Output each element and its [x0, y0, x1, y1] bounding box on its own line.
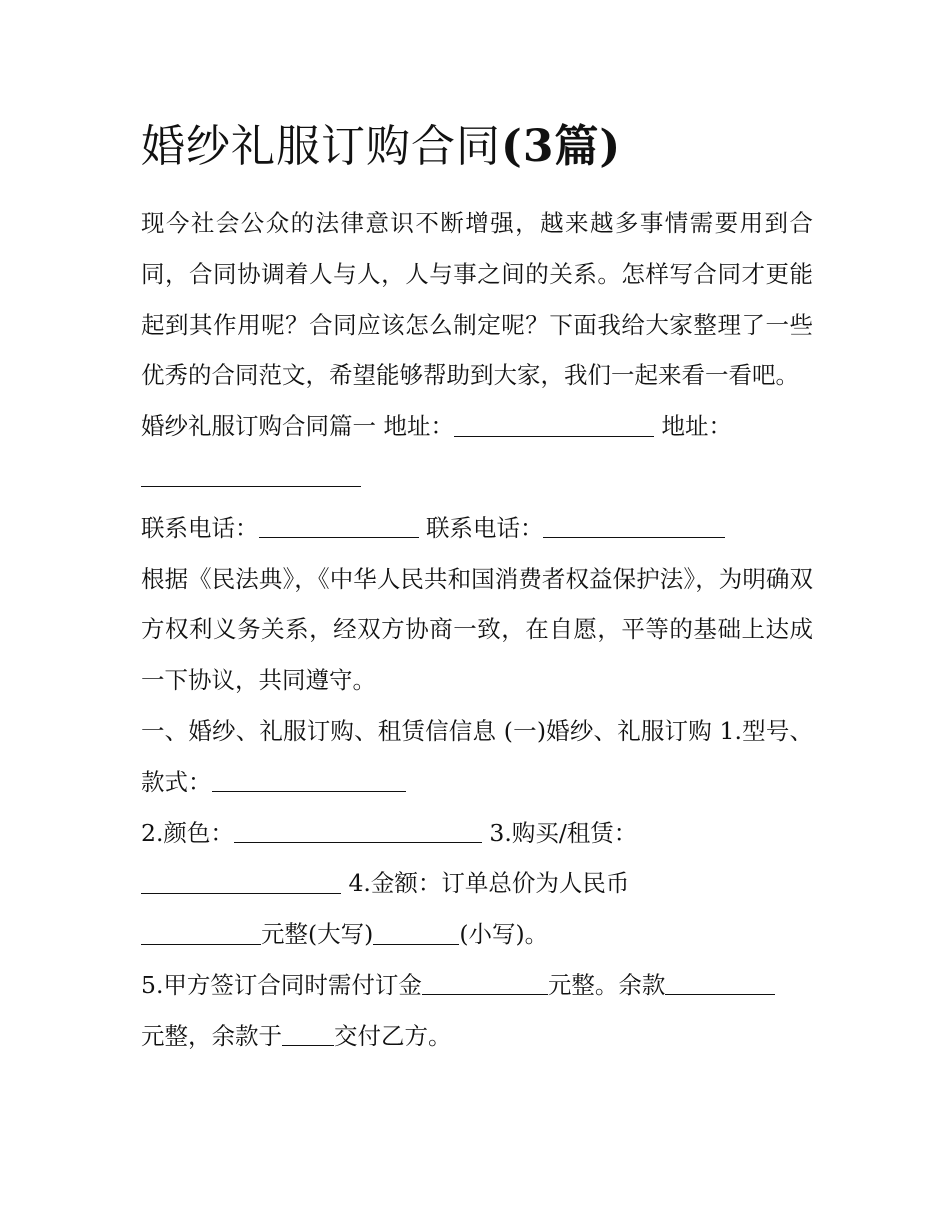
balance-blank: [665, 971, 775, 996]
document-title: [141, 112, 621, 182]
document-body: [141, 198, 813, 1062]
phone-blank-a: [259, 514, 419, 539]
amount-lower-unit: (小写)。: [459, 920, 549, 949]
color-blank: [234, 818, 482, 843]
balance-due: 交付乙方。: [334, 1021, 452, 1050]
address-blank-a: [454, 412, 654, 437]
clause1-model-line: [141, 706, 813, 808]
balance-due-blank: [282, 1022, 334, 1047]
basis-paragraph: 根据《民法典》，《中华人民共和国消费者权益保护法》，为明确双方权利义务关系，经双方协商一致，在自愿，平等的基础上达成一下协议，共同遵守。: [141, 564, 813, 695]
address-label-b: 地址：: [661, 412, 732, 441]
amount-upper-unit: 元整(大写): [261, 920, 374, 949]
section1-heading: 婚纱礼服订购合同篇一: [141, 412, 376, 441]
color-label: 2.颜色：: [141, 818, 234, 847]
deposit-label: 5.甲方签订合同时需付订金: [141, 970, 422, 999]
deposit-unit: 元整。余款: [547, 970, 666, 999]
phone-label-b: 联系电话：: [425, 513, 544, 542]
buy-rent-label: 3.购买/租赁：: [489, 818, 638, 847]
title-main: 婚纱礼服订购合同: [141, 121, 501, 172]
address-label-a: 地址：: [383, 412, 454, 441]
buy-rent-blank: [141, 869, 341, 894]
address-blank-b: [141, 463, 361, 488]
title-count: (3篇): [501, 121, 622, 172]
deposit-blank: [422, 971, 548, 996]
balance-unit: 元整，余款于: [141, 1021, 282, 1050]
phone-line: [141, 503, 813, 554]
amount-upper-blank: [141, 920, 261, 945]
phone-label-a: 联系电话：: [141, 513, 259, 542]
model-blank: [212, 768, 406, 793]
amount-label: 4.金额：订单总价为人民币: [348, 869, 630, 898]
amount-lower-blank: [373, 920, 459, 945]
phone-blank-b: [543, 514, 725, 539]
clause1-color-line: [141, 808, 813, 960]
section1-address-line: [141, 401, 813, 503]
intro-paragraph: 现今社会公众的法律意识不断增强，越来越多事情需要用到合同，合同协调着人与人，人与事之间的关系。怎样写合同才更能起到其作用呢？合同应该怎么制定呢？下面我给大家整理了一些优秀的合同范文，希望能够帮助到大家，我们一起来看一看吧。: [141, 209, 813, 390]
clause1-heading: 一、婚纱、礼服订购、租赁信信息 (一)婚纱、礼服订购 1.型号、款式：: [141, 716, 813, 796]
clause1-deposit-line: [141, 960, 813, 1062]
